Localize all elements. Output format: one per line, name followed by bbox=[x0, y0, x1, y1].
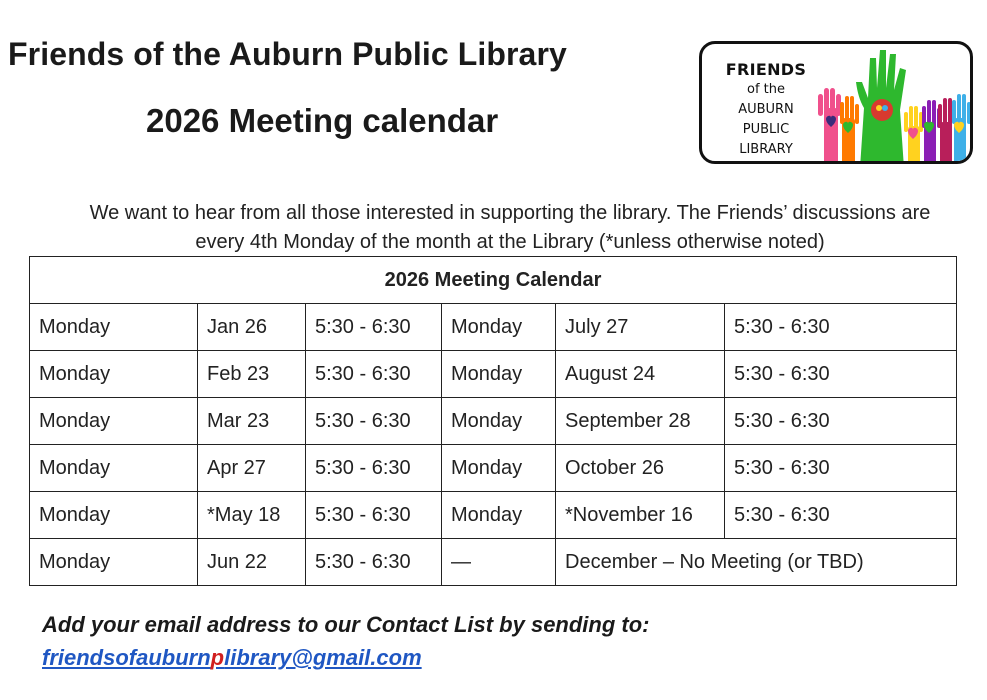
table-row bbox=[30, 539, 957, 586]
email-part-2: p bbox=[210, 645, 225, 670]
day-cell: Monday bbox=[30, 492, 198, 539]
logo-line-friends: FRIENDS bbox=[725, 60, 807, 79]
day-cell: Monday bbox=[442, 304, 556, 351]
time-cell: 5:30 - 6:30 bbox=[306, 539, 442, 586]
day-cell: Monday bbox=[442, 445, 556, 492]
logo-text bbox=[714, 60, 818, 160]
date-cell: Mar 23 bbox=[198, 398, 306, 445]
table-row bbox=[30, 351, 957, 398]
date-cell: *May 18 bbox=[198, 492, 306, 539]
table-caption: 2026 Meeting Calendar bbox=[30, 257, 957, 304]
day-cell: Monday bbox=[30, 398, 198, 445]
meeting-calendar-table bbox=[29, 256, 957, 586]
page-subtitle: 2026 Meeting calendar bbox=[146, 102, 499, 139]
time-cell: 5:30 - 6:30 bbox=[306, 492, 442, 539]
time-cell: 5:30 - 6:30 bbox=[725, 398, 957, 445]
date-cell: *November 16 bbox=[556, 492, 725, 539]
table-row bbox=[30, 304, 957, 351]
time-cell: 5:30 - 6:30 bbox=[725, 445, 957, 492]
december-note-cell: December – No Meeting (or TBD) bbox=[556, 539, 957, 586]
time-cell: 5:30 - 6:30 bbox=[725, 304, 957, 351]
day-cell: Monday bbox=[30, 351, 198, 398]
intro-line-2: every 4th Monday of the month at the Library (*unless otherwise noted) bbox=[195, 231, 825, 253]
time-cell: 5:30 - 6:30 bbox=[306, 351, 442, 398]
date-cell: September 28 bbox=[556, 398, 725, 445]
table-row bbox=[30, 398, 957, 445]
logo-line-auburn: AUBURN bbox=[738, 102, 794, 117]
logo-line-library: LIBRARY bbox=[739, 142, 793, 157]
time-cell: 5:30 - 6:30 bbox=[725, 492, 957, 539]
table-row bbox=[30, 492, 957, 539]
day-cell: Monday bbox=[30, 304, 198, 351]
intro-paragraph bbox=[30, 199, 987, 257]
email-part-1: friendsofauburn bbox=[42, 645, 211, 670]
day-cell: Monday bbox=[30, 539, 198, 586]
date-cell: August 24 bbox=[556, 351, 725, 398]
intro-line-1: We want to hear from all those interested in supporting the library. The Friends’ discussions are bbox=[89, 202, 931, 224]
dash-cell: — bbox=[442, 539, 556, 586]
table-caption-row bbox=[30, 257, 957, 304]
day-cell: Monday bbox=[30, 445, 198, 492]
email-part-3: library@gmail.com bbox=[224, 645, 422, 670]
raised-hands-icon bbox=[814, 41, 973, 164]
time-cell: 5:30 - 6:30 bbox=[306, 445, 442, 492]
day-cell: Monday bbox=[442, 398, 556, 445]
date-cell: Apr 27 bbox=[198, 445, 306, 492]
table-row bbox=[30, 445, 957, 492]
date-cell: Jan 26 bbox=[198, 304, 306, 351]
logo-line-of-the: of the bbox=[747, 82, 785, 97]
email-link[interactable] bbox=[42, 645, 422, 671]
time-cell: 5:30 - 6:30 bbox=[306, 398, 442, 445]
contact-prompt: Add your email address to our Contact List by sending to: bbox=[42, 612, 650, 637]
page-title: Friends of the Auburn Public Library bbox=[8, 36, 567, 72]
day-cell: Monday bbox=[442, 351, 556, 398]
date-cell: Feb 23 bbox=[198, 351, 306, 398]
date-cell: July 27 bbox=[556, 304, 725, 351]
time-cell: 5:30 - 6:30 bbox=[725, 351, 957, 398]
date-cell: October 26 bbox=[556, 445, 725, 492]
logo-line-public: PUBLIC bbox=[742, 122, 790, 137]
day-cell: Monday bbox=[442, 492, 556, 539]
date-cell: Jun 22 bbox=[198, 539, 306, 586]
time-cell: 5:30 - 6:30 bbox=[306, 304, 442, 351]
friends-logo bbox=[699, 41, 973, 164]
